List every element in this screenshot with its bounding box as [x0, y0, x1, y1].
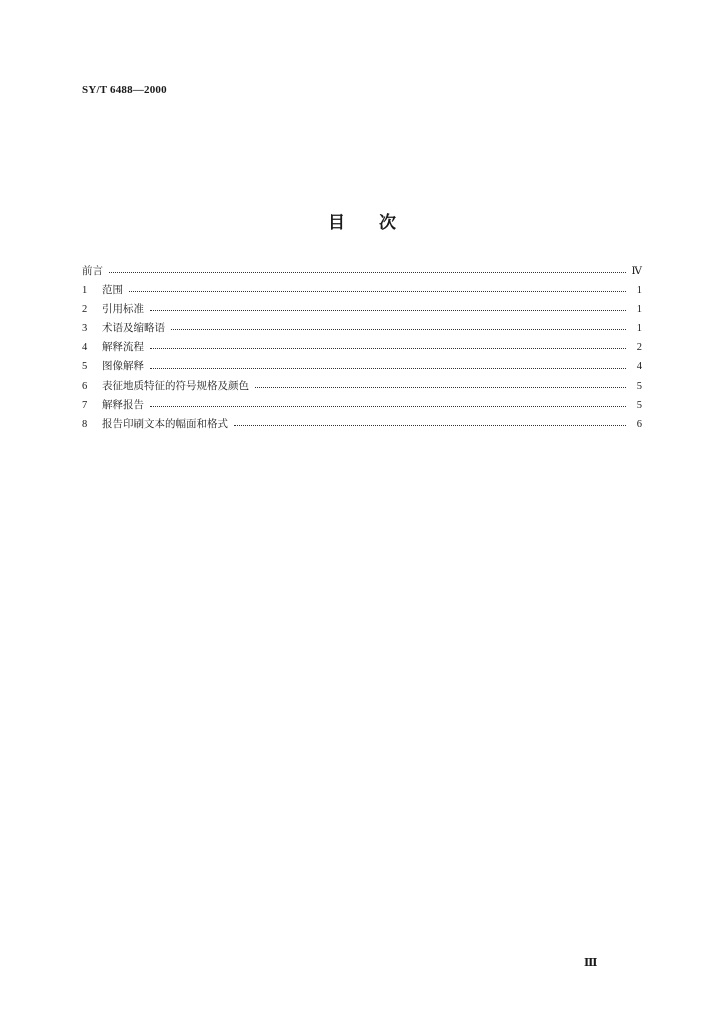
toc-entry-references[interactable]	[82, 300, 642, 319]
toc-entry-page: 1	[636, 285, 642, 297]
toc-entry-page: 4	[636, 361, 642, 373]
dot-leader	[234, 425, 626, 426]
toc-entry-label: 报告印刷文本的幅面和格式	[102, 417, 228, 430]
dot-leader	[255, 387, 626, 388]
toc-entry-label: 引用标准	[102, 303, 144, 316]
toc-entry-page: 1	[636, 304, 642, 316]
toc-entry-number: 1	[82, 285, 88, 297]
toc-entry-image-interpretation[interactable]	[82, 357, 642, 376]
toc-entry-page: 5	[636, 399, 642, 411]
toc-entry-report[interactable]	[82, 396, 642, 415]
toc-entry-number: 8	[82, 418, 88, 430]
toc-entry-label: 前言	[82, 265, 103, 277]
toc-entry-number: 5	[82, 361, 88, 373]
toc-title-part2: 次	[379, 213, 396, 233]
toc-entry-label: 范围	[102, 284, 123, 297]
toc-entry-number: 7	[82, 399, 88, 411]
toc-entry-page: 2	[636, 342, 642, 354]
dot-leader	[150, 348, 626, 349]
toc-title	[0, 208, 724, 233]
toc-entry-number: 3	[82, 323, 88, 335]
page-number: Ⅲ	[584, 957, 598, 969]
toc-entry-number: 2	[82, 304, 88, 316]
dot-leader	[129, 291, 626, 292]
toc-entry-number: 6	[82, 380, 88, 392]
toc-entry-label: 表征地质特征的符号规格及颜色	[102, 379, 249, 392]
toc-entry-page: Ⅳ	[631, 266, 642, 277]
toc-entry-label: 解释流程	[102, 341, 144, 354]
dot-leader	[150, 406, 626, 407]
toc-entry-page: 5	[636, 380, 642, 392]
toc-entry-foreword[interactable]	[82, 262, 642, 281]
toc-entry-process[interactable]	[82, 338, 642, 357]
toc-entry-terms[interactable]	[82, 319, 642, 338]
dot-leader	[171, 329, 626, 330]
toc-entry-scope[interactable]	[82, 281, 642, 300]
dot-leader	[150, 368, 626, 369]
toc-entry-label: 术语及缩略语	[102, 322, 165, 335]
toc-title-part1: 目	[328, 213, 345, 233]
toc-entry-print-format[interactable]	[82, 415, 642, 434]
dot-leader	[109, 272, 626, 273]
toc-entry-label: 图像解释	[102, 360, 144, 373]
toc-entry-page: 6	[636, 418, 642, 430]
dot-leader	[150, 310, 626, 311]
toc-list	[82, 262, 642, 434]
toc-entry-page: 1	[636, 323, 642, 335]
document-code: SY/T 6488—2000	[82, 84, 167, 96]
toc-entry-label: 解释报告	[102, 398, 144, 411]
toc-entry-symbols[interactable]	[82, 377, 642, 396]
toc-entry-number: 4	[82, 342, 88, 354]
